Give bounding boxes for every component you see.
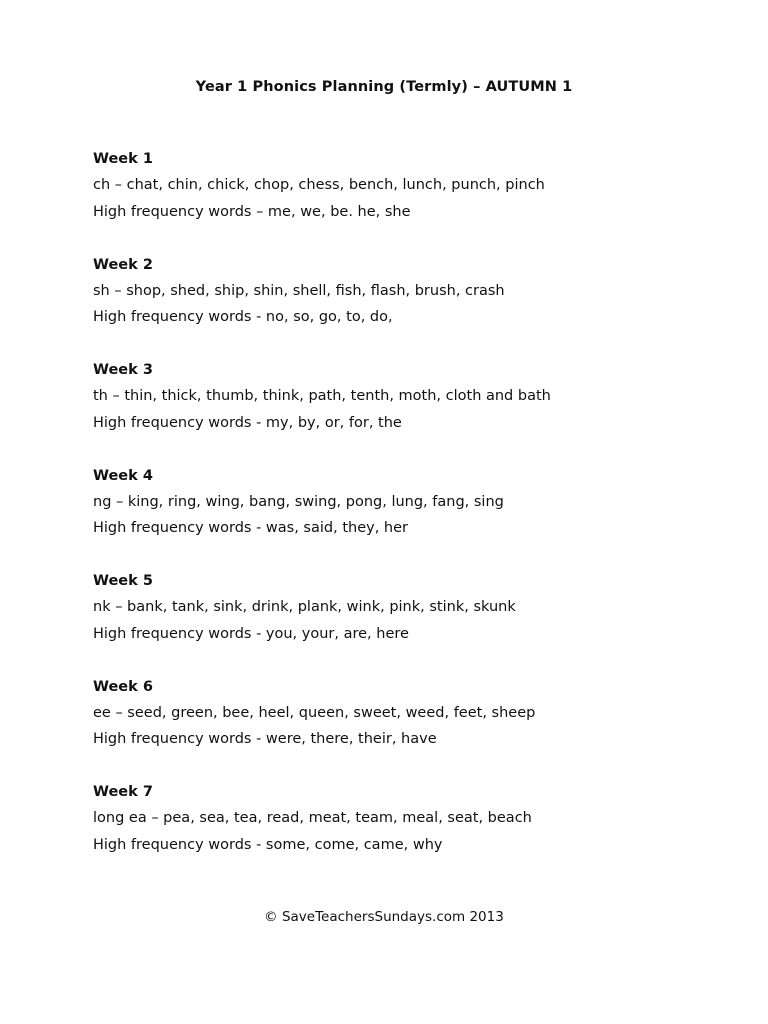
week-heading: Week 4 <box>93 467 153 484</box>
week-section <box>93 571 733 677</box>
weeks-list <box>93 149 733 888</box>
high-frequency-line: High frequency words - you, your, are, here <box>93 625 409 642</box>
week-section <box>93 255 733 361</box>
phonics-line: ee – seed, green, bee, heel, queen, sweet, weed, feet, sheep <box>93 704 536 721</box>
high-frequency-line: High frequency words - was, said, they, her <box>93 520 408 536</box>
phonics-line: ng – king, ring, wing, bang, swing, pong, lung, fang, sing <box>93 493 504 510</box>
high-frequency-line: High frequency words – me, we, be. he, she <box>93 203 411 220</box>
week-section <box>93 466 733 572</box>
week-section <box>93 782 733 888</box>
phonics-line: ch – chat, chin, chick, chop, chess, bench, lunch, punch, pinch <box>93 177 545 193</box>
phonics-line: th – thin, thick, thumb, think, path, tenth, moth, cloth and bath <box>93 388 551 404</box>
phonics-line: sh – shop, shed, ship, shin, shell, fish, flash, brush, crash <box>93 282 505 299</box>
week-section <box>93 360 733 466</box>
week-heading: Week 7 <box>93 784 153 800</box>
high-frequency-line: High frequency words - some, come, came, why <box>93 836 443 853</box>
document-title: Year 1 Phonics Planning (Termly) – AUTUMN 1 <box>195 79 573 95</box>
week-section <box>93 677 733 783</box>
week-heading: Week 6 <box>93 678 153 695</box>
week-heading: Week 1 <box>93 151 153 167</box>
phonics-line: long ea – pea, sea, tea, read, meat, team, meal, seat, beach <box>93 810 532 826</box>
copyright-footer: © SaveTeachersSundays.com 2013 <box>264 909 504 925</box>
high-frequency-line: High frequency words - my, by, or, for, the <box>93 414 402 431</box>
week-section <box>93 149 733 255</box>
week-heading: Week 3 <box>93 362 153 378</box>
phonics-line: nk – bank, tank, sink, drink, plank, wink, pink, stink, skunk <box>93 599 516 615</box>
week-heading: Week 2 <box>93 256 153 273</box>
high-frequency-line: High frequency words - were, there, their, have <box>93 731 437 747</box>
high-frequency-line: High frequency words - no, so, go, to, do, <box>93 309 393 325</box>
week-heading: Week 5 <box>93 573 153 589</box>
